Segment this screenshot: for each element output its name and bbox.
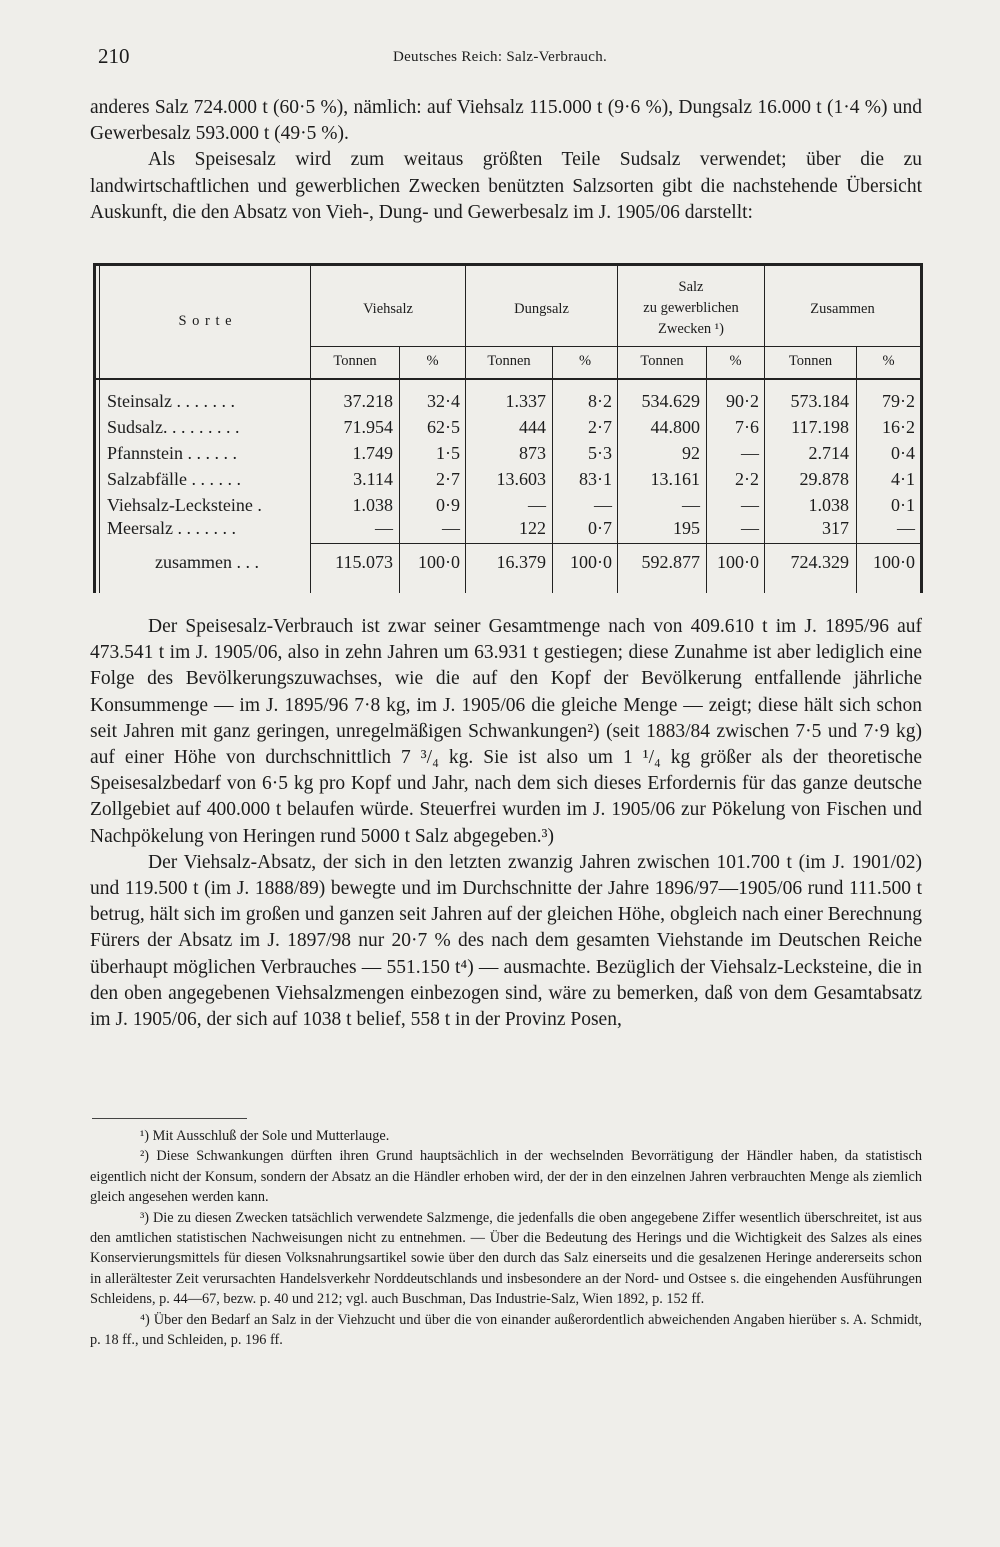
value-cell: 0·1 (891, 495, 915, 515)
value-cell: 5·3 (588, 443, 612, 463)
intro-text (90, 95, 922, 226)
row-label: Steinsalz . . . . . . . (107, 391, 235, 411)
total-cell: 592.877 (641, 552, 700, 572)
value-cell: 79·2 (882, 391, 915, 411)
value-cell: 44.800 (650, 417, 700, 437)
value-cell: 1.337 (505, 391, 546, 411)
value-cell: 122 (519, 518, 546, 538)
value-cell: — (682, 495, 700, 515)
table-right-rule (920, 263, 923, 593)
value-cell: 83·1 (579, 469, 612, 489)
table-top-rule (93, 263, 923, 266)
table-total-rule (310, 543, 920, 544)
table-left-rule (93, 263, 96, 593)
subheader-tonnen: Tonnen (487, 353, 531, 369)
subheader-pct: % (729, 353, 742, 369)
value-cell: 71.954 (343, 417, 393, 437)
row-label: Meersalz . . . . . . . (107, 518, 236, 538)
value-cell: — (594, 495, 612, 515)
value-cell: — (897, 518, 915, 538)
table-left-rule-inner (99, 263, 100, 593)
value-cell: 444 (519, 417, 546, 437)
value-cell: — (741, 443, 759, 463)
page-number: 210 (98, 44, 130, 68)
value-cell: 13.603 (496, 469, 546, 489)
total-cell: 100·0 (873, 552, 915, 572)
header-gewerbesalz-line: Zwecken ¹) (658, 321, 724, 337)
value-cell: 90·2 (726, 391, 759, 411)
header-gewerbesalz-line: zu gewerblichen (643, 300, 739, 316)
row-label: Salzabfälle . . . . . . (107, 469, 241, 489)
intro-line: anderes Salz 724.000 t (60·5 %), nämlich: auf Viehsalz 115.000 t (9·6 %), Dungsalz 16.000 t (1·4 %) und Gewerbesalz 593.000 t (49·5 %). (90, 97, 922, 145)
table-header-rule (93, 378, 923, 380)
footnotes (90, 1126, 922, 1350)
header-zusammen: Zusammen (810, 301, 875, 317)
total-cell: 100·0 (717, 552, 759, 572)
value-cell: 873 (519, 443, 546, 463)
value-cell: 3.114 (353, 469, 393, 489)
value-cell: — (375, 518, 393, 538)
salt-table (93, 263, 923, 593)
value-cell: 1.038 (808, 495, 849, 515)
value-cell: 317 (822, 518, 849, 538)
value-cell: 195 (673, 518, 700, 538)
intro-paragraph: Als Speisesalz wird zum weitaus größten Teile Sudsalz verwendet; über die zu landwirtschaftlichen und gewerblichen Zwecken benützten Salzsorten gibt die nachstehende Übersicht Auskunft, die den Absatz von Vieh-, Dung- und Gewerbesalz im J. 1905/06 darstellt: (90, 149, 922, 223)
value-cell: 573.184 (790, 391, 849, 411)
header-sorte: S o r t e (178, 313, 233, 329)
total-cell: 724.329 (790, 552, 849, 572)
subheader-tonnen: Tonnen (333, 353, 377, 369)
value-cell: — (442, 518, 460, 538)
footnote-1: ¹) Mit Ausschluß der Sole und Mutterlauge. (140, 1128, 390, 1144)
value-cell: 1·5 (436, 443, 460, 463)
paragraph-viehsalz: Der Viehsalz-Absatz, der sich in den letzten zwanzig Jahren zwischen 101.700 t (im J. 1901/02) und 119.500 t (im J. 1888/89) bewegte und im Durchschnitte der Jahre 1896/97—1905/06 rund 111.500 t betrug, hält sich im großen und ganzen seit Jahren auf der gleichen Höhe, obgleich nach einer Berechnung Fürers der Absatz im J. 1897/98 nur 20·7 % des nach dem gesamten Viehstande im Deutschen Reiche überhaupt möglichen Verbrauches — 551.150 t⁴) — ausmachte. Bezüglich der Viehsalz-Lecksteine, die in den oben angegebenen Viehsalzmengen einbezogen sind, wäre zu bemerken, daß von dem Gesamtabsatz im J. 1905/06, der sich auf 1038 t belief, 558 t in der Provinz Posen, (90, 851, 922, 1031)
paragraph-speisesalz: Der Speisesalz-Verbrauch ist zwar seiner Gesamtmenge nach von 409.610 t im J. 1895/96 auf 473.541 t im J. 1905/06, also in zehn Jahren um 63.931 t gestiegen; diese Zunahme ist aber lediglich eine Folge des Bevölkerungszuwachses, wie die auf den Kopf der Bevölkerung entfallende jährliche Konsummenge — im J. 1895/96 7·8 kg, im J. 1905/06 die gleiche Menge — zeigt; diese hält sich schon seit Jahren mit ganz geringen, unregelmäßigen Schwankungen²) (seit 1883/84 zwischen 7·5 und 7·9 kg) auf einer Höhe von durchschnittlich 7 ³/₄ kg. Sie ist also um 1 ¹/₄ kg größer als der theoretische Speisesalzbedarf von 6·5 kg pro Kopf und Jahr, nach dem sich dieses Erfordernis für das ganze deutsche Zollgebiet auf 400.000 t belaufen würde. Steuerfrei wurden im J. 1905/06 zur Pökelung von Fischen und Nachpökelung von Heringen rund 5000 t Salz abgegeben.³) (90, 616, 922, 847)
value-cell: 534.629 (641, 391, 700, 411)
total-cell: 16.379 (496, 552, 546, 572)
subheader-pct: % (578, 353, 592, 369)
footnote-4: ⁴) Über den Bedarf an Salz in der Viehzucht und über die von einander außerordentlich abweichenden Angaben hierüber s. A. Schmidt, p. 18 ff., und Schleiden, p. 196 ff. (90, 1311, 922, 1349)
value-cell: 4·1 (891, 469, 915, 489)
footnote-3: ³) Die zu diesen Zwecken tatsächlich verwendete Salzmenge, die jedenfalls die oben angegebene Ziffer wesentlich überschreitet, ist aus den amtlichen statistischen Nachweisungen nicht zu entnehmen. — Über die Bedeutung des Herings und die Wichtigkeit des Salzes als eines Konservierungsmittels für diesen Volksnahrungsartikel sowie über den durch das Salz einerseits und die gesalzenen Heringe andererseits schon in allerältester Zeit verursachten Handelsverkehr Norddeutschlands und insbesondere an der Nord- und Ostsee s. die eingehenden Ausführungen Schleidens, p. 44—67, bezw. p. 40 und 212; vgl. auch Buschman, Das Industrie-Salz, Wien 1892, p. 152 ff. (90, 1209, 922, 1308)
value-cell: 29.878 (799, 469, 849, 489)
row-label: Pfannstein . . . . . . (107, 443, 237, 463)
header-dungsalz: Dungsalz (514, 301, 569, 317)
subheader-pct: % (882, 353, 895, 369)
table-subheader-rule (310, 346, 920, 347)
value-cell: 37.218 (343, 391, 393, 411)
value-cell: — (741, 518, 759, 538)
value-cell: 1.749 (352, 443, 393, 463)
body-text (90, 614, 922, 1033)
value-cell: 7·6 (735, 417, 759, 437)
value-cell: 2·2 (735, 469, 759, 489)
header-gewerbesalz (618, 277, 764, 340)
footnote-rule (92, 1118, 247, 1119)
value-cell: 62·5 (427, 417, 460, 437)
value-cell: 1.038 (352, 495, 393, 515)
value-cell: 2·7 (436, 469, 460, 489)
total-cell: 115.073 (335, 552, 393, 572)
value-cell: 0·9 (436, 495, 460, 515)
value-cell: 13.161 (650, 469, 700, 489)
total-cell: 100·0 (418, 552, 460, 572)
running-title: Deutsches Reich: Salz-Verbrauch. (392, 49, 608, 65)
header-viehsalz: Viehsalz (363, 301, 413, 317)
value-cell: — (528, 495, 546, 515)
subheader-tonnen: Tonnen (640, 353, 684, 369)
header-gewerbesalz-line: Salz (678, 279, 704, 295)
value-cell: 0·4 (891, 443, 915, 463)
value-cell: 92 (682, 443, 700, 463)
value-cell: 8·2 (588, 391, 612, 411)
value-cell: 117.198 (791, 417, 849, 437)
value-cell: 32·4 (427, 391, 460, 411)
value-cell: 2·7 (588, 417, 612, 437)
value-cell: 16·2 (882, 417, 915, 437)
subheader-tonnen: Tonnen (788, 353, 833, 369)
row-label: Viehsalz-Lecksteine . (107, 495, 262, 515)
total-label: zusammen . . . (155, 552, 259, 572)
row-label: Sudsalz. . . . . . . . . (107, 417, 240, 437)
subheader-pct: % (426, 353, 439, 369)
total-cell: 100·0 (570, 552, 612, 572)
value-cell: — (741, 495, 759, 515)
footnote-2: ²) Diese Schwankungen dürften ihren Grund hauptsächlich in der wechselnden Bevorrätigung der Händler haben, da statistisch eigentlich nicht der Konsum, sondern der Absatz an die Händler erhoben wird, der der in den einzelnen Jahren verbrauchten Menge als ziemlich gleich angesehen werden kann. (90, 1148, 922, 1206)
value-cell: 0·7 (588, 518, 612, 538)
value-cell: 2.714 (808, 443, 849, 463)
